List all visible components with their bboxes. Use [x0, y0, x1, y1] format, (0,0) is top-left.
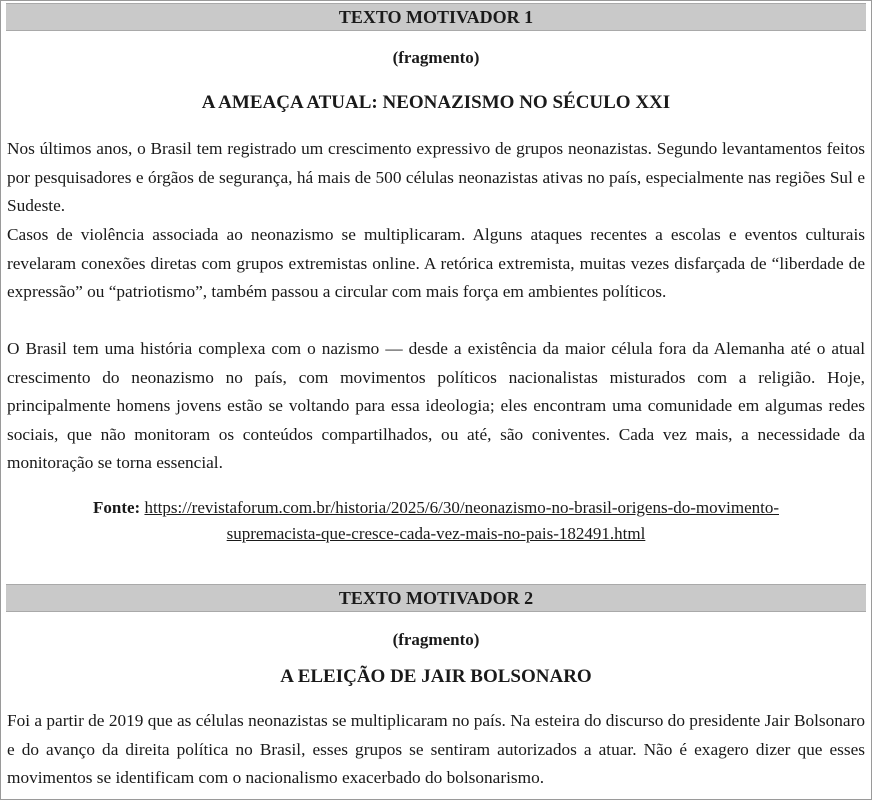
source-link[interactable] — [144, 498, 779, 517]
text2-fragment-label: (fragmento) — [392, 630, 480, 649]
text1-paragraph-2: Casos de violência associada ao neonazismo se multiplicaram. Alguns ataques recentes a escolas e eventos culturais revelaram conexões diretas com grupos extremistas online. A retórica extremista, muitas vezes disfarçada de “liberdade de expressão” ou “patriotismo”, também passou a circular com mais força em ambientes políticos. — [7, 225, 865, 301]
text1-source — [0, 495, 872, 547]
source-url-line-2: supremacista-que-cresce-cada-vez-mais-no-pais-182491.html — [226, 524, 646, 543]
text1-header: TEXTO MOTIVADOR 1 — [338, 7, 534, 27]
text1-title: A AMEAÇA ATUAL: NEONAZISMO NO SÉCULO XXI — [201, 92, 671, 113]
source-label: Fonte: — [92, 498, 141, 517]
text1-paragraph-1: Nos últimos anos, o Brasil tem registrado um crescimento expressivo de grupos neonazistas. Segundo levantamentos feitos por pesquisadores e órgãos de segurança, há mais de 500 células neonazistas ativas no país, especialmente nas regiões Sul e Sudeste. — [7, 139, 865, 215]
text1-paragraph-3: O Brasil tem uma história complexa com o nazismo — desde a existência da maior célula fora da Alemanha até o atual crescimento do neonazismo no país, com movimentos políticos nacionalistas misturados com a religião. Hoje, principalmente homens jovens estão se voltando para essa ideologia; eles encontram uma comunidade em algumas redes sociais, que não monitoram os conteúdos compartilhados, ou até, são coniventes. Cada vez mais, a necessidade da monitoração se torna essencial. — [7, 339, 865, 472]
text1-header-bar — [6, 3, 866, 31]
text2-header: TEXTO MOTIVADOR 2 — [338, 588, 534, 608]
text2-paragraph-1: Foi a partir de 2019 que as células neonazistas se multiplicaram no país. Na esteira do discurso do presidente Jair Bolsonaro e do avanço da direita política no Brasil, esses grupos se sentiram autorizados a atuar. Não é exagero dizer que esses movimentos se identificam com o nacionalismo exacerbado do bolsonarismo. — [7, 711, 865, 787]
text2-title: A ELEIÇÃO DE JAIR BOLSONARO — [280, 666, 592, 687]
source-link-continued[interactable] — [0, 521, 872, 547]
source-url-line-1: https://revistaforum.com.br/historia/2025/6/30/neonazismo-no-brasil-origens-do-movimento- — [144, 498, 779, 517]
text2-header-bar — [6, 584, 866, 612]
text1-fragment-label: (fragmento) — [392, 48, 480, 67]
